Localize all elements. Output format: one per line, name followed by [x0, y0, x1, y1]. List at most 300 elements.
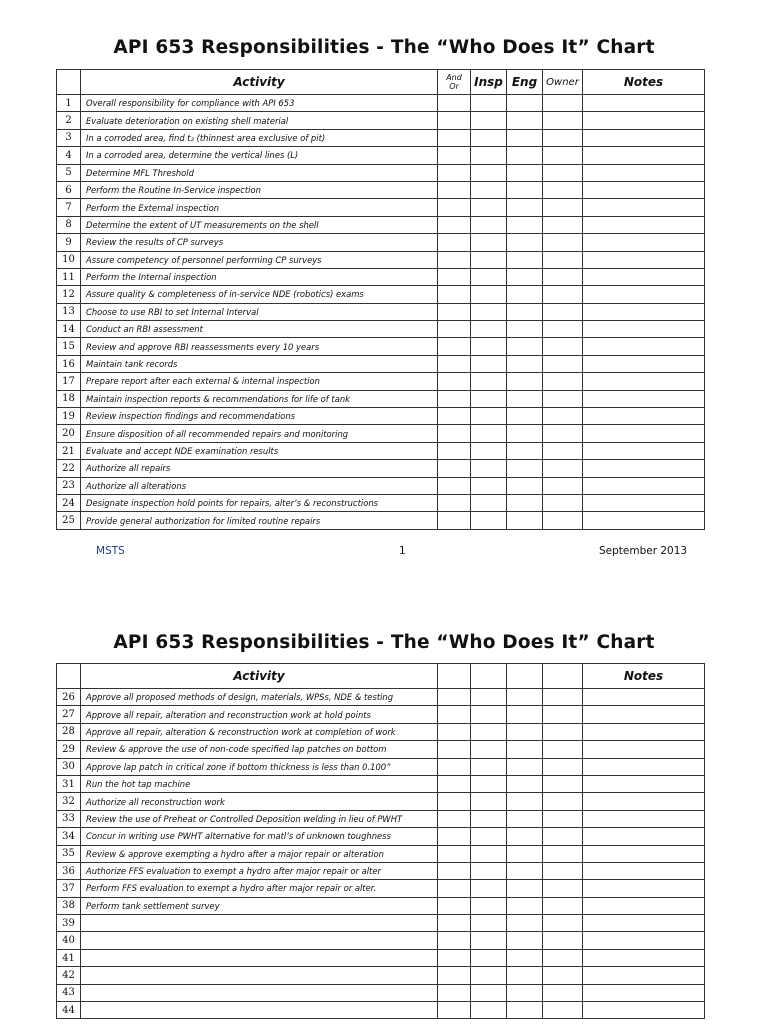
notes-cell	[583, 880, 705, 897]
activity-cell: Approve all repair, alteration & reconstruction work at completion of work	[81, 723, 438, 740]
insp-cell	[471, 512, 507, 529]
responsibility-table	[56, 69, 705, 530]
activity-cell: Review inspection findings and recommendations	[81, 408, 438, 425]
notes-cell	[583, 862, 705, 879]
insp-cell	[471, 810, 507, 827]
notes-cell	[583, 512, 705, 529]
row-number: 15	[57, 338, 81, 355]
insp-cell	[471, 758, 507, 775]
activity-cell: Authorize all alterations	[81, 477, 438, 494]
row-number: 8	[57, 216, 81, 233]
table-row	[57, 1002, 705, 1019]
eng-cell	[507, 268, 543, 285]
owner-cell	[543, 810, 583, 827]
and-or-cell	[438, 477, 471, 494]
owner-cell	[543, 967, 583, 984]
eng-cell	[507, 234, 543, 251]
eng-cell	[507, 949, 543, 966]
insp-cell	[471, 303, 507, 320]
and-or-cell	[438, 286, 471, 303]
owner-cell	[543, 251, 583, 268]
notes-cell	[583, 338, 705, 355]
owner-cell	[543, 425, 583, 442]
notes-cell	[583, 373, 705, 390]
activity-cell	[81, 984, 438, 1001]
owner-cell	[543, 355, 583, 372]
activity-cell: Assure quality & completeness of in-service NDE (robotics) exams	[81, 286, 438, 303]
eng-cell	[507, 897, 543, 914]
and-or-cell	[438, 216, 471, 233]
notes-cell	[583, 897, 705, 914]
and-or-cell	[438, 915, 471, 932]
and-or-cell	[438, 828, 471, 845]
header-blank	[471, 664, 507, 689]
activity-cell: Approve lap patch in critical zone if bottom thickness is less than 0.100”	[81, 758, 438, 775]
notes-cell	[583, 268, 705, 285]
insp-cell	[471, 793, 507, 810]
table-row	[57, 793, 705, 810]
insp-cell	[471, 112, 507, 129]
eng-cell	[507, 425, 543, 442]
and-or-cell	[438, 355, 471, 372]
activity-cell: Determine MFL Threshold	[81, 164, 438, 181]
activity-cell	[81, 949, 438, 966]
insp-cell	[471, 880, 507, 897]
insp-cell	[471, 216, 507, 233]
notes-cell	[583, 355, 705, 372]
eng-cell	[507, 689, 543, 706]
activity-cell: Prepare report after each external & internal inspection	[81, 373, 438, 390]
row-number: 6	[57, 181, 81, 198]
notes-cell	[583, 706, 705, 723]
table-row	[57, 512, 705, 529]
and-or-cell	[438, 897, 471, 914]
owner-cell	[543, 390, 583, 407]
activity-cell: Ensure disposition of all recommended repairs and monitoring	[81, 425, 438, 442]
table-row	[57, 338, 705, 355]
owner-cell	[543, 286, 583, 303]
row-number: 30	[57, 758, 81, 775]
table-row	[57, 845, 705, 862]
notes-cell	[583, 129, 705, 146]
table-row	[57, 741, 705, 758]
page-2	[0, 590, 768, 1024]
footer-page-number: 1	[399, 545, 406, 557]
notes-cell	[583, 494, 705, 511]
owner-cell	[543, 758, 583, 775]
row-number: 25	[57, 512, 81, 529]
and-or-cell	[438, 129, 471, 146]
eng-cell	[507, 112, 543, 129]
insp-cell	[471, 408, 507, 425]
eng-cell	[507, 373, 543, 390]
eng-cell	[507, 862, 543, 879]
and-or-cell	[438, 723, 471, 740]
owner-cell	[543, 95, 583, 112]
and-or-cell	[438, 390, 471, 407]
insp-cell	[471, 932, 507, 949]
notes-cell	[583, 828, 705, 845]
owner-cell	[543, 268, 583, 285]
eng-cell	[507, 967, 543, 984]
and-or-cell	[438, 810, 471, 827]
table-row	[57, 967, 705, 984]
row-number: 34	[57, 828, 81, 845]
row-number: 29	[57, 741, 81, 758]
table-row	[57, 442, 705, 459]
notes-cell	[583, 967, 705, 984]
header-number	[57, 664, 81, 689]
and-or-cell	[438, 112, 471, 129]
and-or-cell	[438, 775, 471, 792]
activity-cell	[81, 1002, 438, 1019]
row-number: 2	[57, 112, 81, 129]
eng-cell	[507, 845, 543, 862]
table-row	[57, 828, 705, 845]
insp-cell	[471, 862, 507, 879]
owner-cell	[543, 723, 583, 740]
notes-cell	[583, 251, 705, 268]
table-row	[57, 880, 705, 897]
owner-cell	[543, 477, 583, 494]
owner-cell	[543, 775, 583, 792]
table-row	[57, 689, 705, 706]
notes-cell	[583, 216, 705, 233]
insp-cell	[471, 494, 507, 511]
and-or-cell	[438, 181, 471, 198]
and-or-cell	[438, 949, 471, 966]
notes-cell	[583, 477, 705, 494]
owner-cell	[543, 984, 583, 1001]
insp-cell	[471, 286, 507, 303]
and-or-cell	[438, 689, 471, 706]
row-number: 9	[57, 234, 81, 251]
table-row	[57, 321, 705, 338]
activity-cell: Perform tank settlement survey	[81, 897, 438, 914]
insp-cell	[471, 949, 507, 966]
and-or-cell	[438, 95, 471, 112]
eng-cell	[507, 321, 543, 338]
eng-cell	[507, 915, 543, 932]
notes-cell	[583, 112, 705, 129]
owner-cell	[543, 338, 583, 355]
notes-cell	[583, 775, 705, 792]
table-row	[57, 810, 705, 827]
row-number: 32	[57, 793, 81, 810]
table-row	[57, 949, 705, 966]
notes-cell	[583, 181, 705, 198]
and-or-cell	[438, 494, 471, 511]
and-or-cell	[438, 845, 471, 862]
table-row	[57, 181, 705, 198]
insp-cell	[471, 828, 507, 845]
activity-cell	[81, 967, 438, 984]
notes-cell	[583, 810, 705, 827]
eng-cell	[507, 880, 543, 897]
insp-cell	[471, 775, 507, 792]
notes-cell	[583, 949, 705, 966]
eng-cell	[507, 408, 543, 425]
header-eng: Eng	[507, 70, 543, 95]
activity-cell: Choose to use RBI to set Internal Interval	[81, 303, 438, 320]
insp-cell	[471, 268, 507, 285]
eng-cell	[507, 147, 543, 164]
row-number: 40	[57, 932, 81, 949]
table-row	[57, 460, 705, 477]
notes-cell	[583, 303, 705, 320]
and-or-cell	[438, 984, 471, 1001]
insp-cell	[471, 845, 507, 862]
activity-cell: Maintain tank records	[81, 355, 438, 372]
insp-cell	[471, 147, 507, 164]
owner-cell	[543, 949, 583, 966]
eng-cell	[507, 181, 543, 198]
header-activity: Activity	[81, 70, 438, 95]
activity-cell: Designate inspection hold points for repairs, alter’s & reconstructions	[81, 494, 438, 511]
eng-cell	[507, 338, 543, 355]
activity-cell: Authorize all repairs	[81, 460, 438, 477]
insp-cell	[471, 967, 507, 984]
activity-cell: Overall responsibility for compliance with API 653	[81, 95, 438, 112]
insp-cell	[471, 181, 507, 198]
insp-cell	[471, 723, 507, 740]
owner-cell	[543, 897, 583, 914]
and-or-cell	[438, 862, 471, 879]
activity-cell: Concur in writing use PWHT alternative for matl’s of unknown toughness	[81, 828, 438, 845]
header-insp: Insp	[471, 70, 507, 95]
notes-cell	[583, 147, 705, 164]
and-or-cell	[438, 512, 471, 529]
insp-cell	[471, 164, 507, 181]
and-or-cell	[438, 164, 471, 181]
insp-cell	[471, 251, 507, 268]
owner-cell	[543, 828, 583, 845]
eng-cell	[507, 741, 543, 758]
activity-cell: Assure competency of personnel performing CP surveys	[81, 251, 438, 268]
header-activity: Activity	[81, 664, 438, 689]
and-or-cell	[438, 1002, 471, 1019]
insp-cell	[471, 689, 507, 706]
eng-cell	[507, 984, 543, 1001]
and-or-cell	[438, 460, 471, 477]
table-row	[57, 775, 705, 792]
and-or-cell	[438, 932, 471, 949]
activity-cell: Review the results of CP surveys	[81, 234, 438, 251]
and-or-cell	[438, 147, 471, 164]
activity-cell: Evaluate deterioration on existing shell material	[81, 112, 438, 129]
eng-cell	[507, 477, 543, 494]
header-notes: Notes	[583, 70, 705, 95]
and-or-cell	[438, 741, 471, 758]
table-row	[57, 112, 705, 129]
row-number: 37	[57, 880, 81, 897]
row-number: 17	[57, 373, 81, 390]
row-number: 41	[57, 949, 81, 966]
notes-cell	[583, 845, 705, 862]
insp-cell	[471, 915, 507, 932]
row-number: 22	[57, 460, 81, 477]
header-number	[57, 70, 81, 95]
and-or-cell	[438, 251, 471, 268]
table-row	[57, 147, 705, 164]
owner-cell	[543, 303, 583, 320]
row-number: 10	[57, 251, 81, 268]
eng-cell	[507, 775, 543, 792]
insp-cell	[471, 1002, 507, 1019]
activity-cell: Evaluate and accept NDE examination results	[81, 442, 438, 459]
notes-cell	[583, 460, 705, 477]
notes-cell	[583, 408, 705, 425]
row-number: 20	[57, 425, 81, 442]
eng-cell	[507, 164, 543, 181]
activity-cell: Review & approve the use of non-code specified lap patches on bottom	[81, 741, 438, 758]
row-number: 43	[57, 984, 81, 1001]
table-row	[57, 758, 705, 775]
notes-cell	[583, 758, 705, 775]
activity-cell: Determine the extent of UT measurements on the shell	[81, 216, 438, 233]
eng-cell	[507, 723, 543, 740]
activity-cell	[81, 915, 438, 932]
table-row	[57, 915, 705, 932]
and-or-cell	[438, 234, 471, 251]
insp-cell	[471, 129, 507, 146]
row-number: 35	[57, 845, 81, 862]
table-row	[57, 95, 705, 112]
eng-cell	[507, 355, 543, 372]
table-header-row	[57, 664, 705, 689]
table-row	[57, 494, 705, 511]
activity-cell: Run the hot tap machine	[81, 775, 438, 792]
table-row	[57, 251, 705, 268]
table-row	[57, 706, 705, 723]
activity-cell: Review the use of Preheat or Controlled Deposition welding in lieu of PWHT	[81, 810, 438, 827]
row-number: 26	[57, 689, 81, 706]
row-number: 16	[57, 355, 81, 372]
table-row	[57, 425, 705, 442]
eng-cell	[507, 932, 543, 949]
owner-cell	[543, 181, 583, 198]
notes-cell	[583, 984, 705, 1001]
activity-cell: Perform the Internal inspection	[81, 268, 438, 285]
owner-cell	[543, 373, 583, 390]
owner-cell	[543, 512, 583, 529]
table-row	[57, 408, 705, 425]
activity-cell: Perform FFS evaluation to exempt a hydro after major repair or alter.	[81, 880, 438, 897]
owner-cell	[543, 494, 583, 511]
activity-cell: In a corroded area, find t₂ (thinnest area exclusive of pit)	[81, 129, 438, 146]
owner-cell	[543, 689, 583, 706]
notes-cell	[583, 932, 705, 949]
and-or-cell	[438, 321, 471, 338]
activity-cell	[81, 932, 438, 949]
row-number: 11	[57, 268, 81, 285]
activity-cell: Authorize all reconstruction work	[81, 793, 438, 810]
owner-cell	[543, 932, 583, 949]
owner-cell	[543, 199, 583, 216]
row-number: 27	[57, 706, 81, 723]
table-row	[57, 723, 705, 740]
notes-cell	[583, 286, 705, 303]
eng-cell	[507, 793, 543, 810]
insp-cell	[471, 706, 507, 723]
row-number: 7	[57, 199, 81, 216]
table-row	[57, 477, 705, 494]
notes-cell	[583, 793, 705, 810]
notes-cell	[583, 1002, 705, 1019]
owner-cell	[543, 234, 583, 251]
row-number: 12	[57, 286, 81, 303]
owner-cell	[543, 147, 583, 164]
page-title: API 653 Responsibilities - The “Who Does It” Chart	[113, 632, 655, 653]
footer-org: MSTS	[96, 545, 125, 557]
table-row	[57, 373, 705, 390]
owner-cell	[543, 112, 583, 129]
row-number: 39	[57, 915, 81, 932]
activity-cell: Perform the External inspection	[81, 199, 438, 216]
owner-cell	[543, 321, 583, 338]
table-header-row	[57, 70, 705, 95]
eng-cell	[507, 303, 543, 320]
responsibility-table	[56, 663, 705, 1019]
notes-cell	[583, 234, 705, 251]
notes-cell	[583, 390, 705, 407]
and-or-cell	[438, 442, 471, 459]
notes-cell	[583, 321, 705, 338]
row-number: 18	[57, 390, 81, 407]
notes-cell	[583, 689, 705, 706]
row-number: 4	[57, 147, 81, 164]
activity-cell: Approve all proposed methods of design, materials, WPSs, NDE & testing	[81, 689, 438, 706]
owner-cell	[543, 129, 583, 146]
owner-cell	[543, 706, 583, 723]
eng-cell	[507, 494, 543, 511]
activity-cell: Maintain inspection reports & recommendations for life of tank	[81, 390, 438, 407]
eng-cell	[507, 251, 543, 268]
insp-cell	[471, 95, 507, 112]
header-owner: Owner	[543, 70, 583, 95]
notes-cell	[583, 199, 705, 216]
table-row	[57, 862, 705, 879]
table-row	[57, 129, 705, 146]
row-number: 14	[57, 321, 81, 338]
row-number: 36	[57, 862, 81, 879]
eng-cell	[507, 810, 543, 827]
eng-cell	[507, 95, 543, 112]
footer-date: September 2013	[599, 545, 688, 557]
owner-cell	[543, 408, 583, 425]
header-and-or: And Or	[438, 70, 471, 95]
table-row	[57, 897, 705, 914]
owner-cell	[543, 164, 583, 181]
header-notes: Notes	[583, 664, 705, 689]
insp-cell	[471, 338, 507, 355]
insp-cell	[471, 355, 507, 372]
insp-cell	[471, 897, 507, 914]
owner-cell	[543, 216, 583, 233]
row-number: 24	[57, 494, 81, 511]
row-number: 19	[57, 408, 81, 425]
row-number: 31	[57, 775, 81, 792]
row-number: 28	[57, 723, 81, 740]
eng-cell	[507, 1002, 543, 1019]
and-or-cell	[438, 706, 471, 723]
insp-cell	[471, 460, 507, 477]
owner-cell	[543, 845, 583, 862]
insp-cell	[471, 425, 507, 442]
row-number: 13	[57, 303, 81, 320]
activity-cell: Authorize FFS evaluation to exempt a hydro after major repair or alter	[81, 862, 438, 879]
owner-cell	[543, 793, 583, 810]
